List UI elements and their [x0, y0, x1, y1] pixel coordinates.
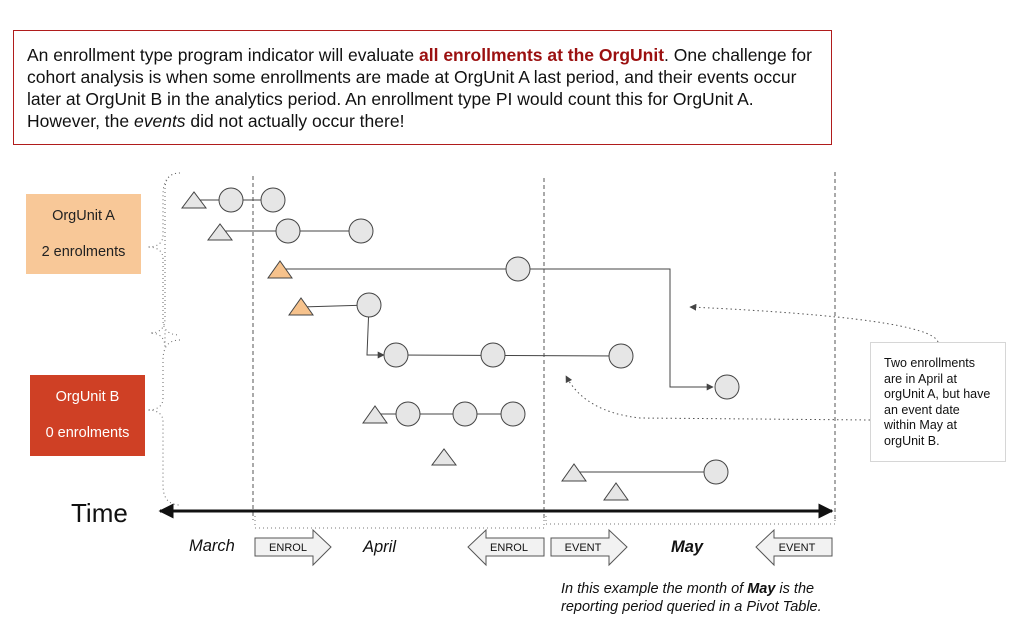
- caption-bold: May: [747, 581, 776, 597]
- enrollment-triangle: [208, 224, 232, 240]
- month-april: April: [363, 538, 397, 556]
- event-circle: [396, 402, 420, 426]
- event-circle: [219, 188, 243, 212]
- may-period-bracket: [546, 516, 835, 524]
- event-circle: [704, 460, 728, 484]
- orgunit-b-box: [30, 375, 145, 456]
- event-circle: [276, 219, 300, 243]
- event-circle: [481, 343, 505, 367]
- orgunit-a-name: OrgUnit A: [52, 208, 115, 224]
- april-period-bracket: [255, 516, 544, 528]
- event-arrow-left-label: EVENT: [778, 542, 816, 554]
- event-arrow-right: [551, 530, 627, 565]
- event-circle-orgunit-b: [715, 375, 739, 399]
- orgunit-b-count: 0 enrolments: [45, 425, 130, 441]
- event-circle: [501, 402, 525, 426]
- enrol-arrow-right-label: ENROL: [269, 542, 307, 554]
- intro-emphasis: events: [134, 111, 186, 131]
- event-arrow-left: [756, 530, 832, 565]
- event-arrow-right-label: EVENT: [564, 542, 602, 554]
- enrol-arrow-left-label: ENROL: [490, 542, 528, 554]
- caption-pre: In this example the month of: [561, 581, 748, 597]
- event-circle: [261, 188, 285, 212]
- orgunit-b-name: OrgUnit B: [55, 389, 120, 405]
- intro-highlight: all enrollments at the OrgUnit: [419, 45, 665, 65]
- event-circle: [349, 219, 373, 243]
- event-circle-orgunit-b: [609, 344, 633, 368]
- enrol-arrow-right: [255, 530, 331, 565]
- event-circle: [453, 402, 477, 426]
- month-may: May: [671, 538, 704, 556]
- time-label: Time: [71, 498, 128, 528]
- caption-post-1: is the: [775, 581, 815, 597]
- intro-text-part3: did not actually occur there!: [185, 111, 405, 131]
- caption-post-2: reporting period queried in a Pivot Table.: [561, 599, 822, 615]
- enrol-arrow-left: [468, 530, 544, 565]
- enrollment-line: [396, 355, 621, 356]
- event-circle: [506, 257, 530, 281]
- intro-text-part2: . One challenge for cohort analysis is when some enrollments are made at OrgUnit A last period, and their events occur later at OrgUnit B in the analytics period. An enrollment type PI would count this for OrgUnit A. However, the: [27, 45, 812, 131]
- orgunit-a-brace-body: [147, 173, 180, 335]
- event-circle: [384, 343, 408, 367]
- note-box: Two enrollments are in April at orgUnit A, but have an event date within May at orgUnit B.: [870, 342, 1006, 462]
- month-march: March: [189, 537, 235, 555]
- enrollment-triangle: [604, 483, 628, 500]
- intro-text-part1: An enrollment type program indicator will evaluate: [27, 45, 419, 65]
- enrollment-path-to-orgunit-b: [281, 269, 713, 387]
- orgunit-a-box: [26, 194, 141, 274]
- event-circle: [357, 293, 381, 317]
- orgunit-a-brace: [150, 173, 180, 348]
- enrollment-triangle: [432, 449, 456, 465]
- orgunit-b-brace-body: [147, 340, 180, 505]
- orgunit-a-count: 2 enrolments: [41, 244, 126, 260]
- caption: [561, 580, 822, 616]
- callout-arrow-upper: [690, 307, 938, 342]
